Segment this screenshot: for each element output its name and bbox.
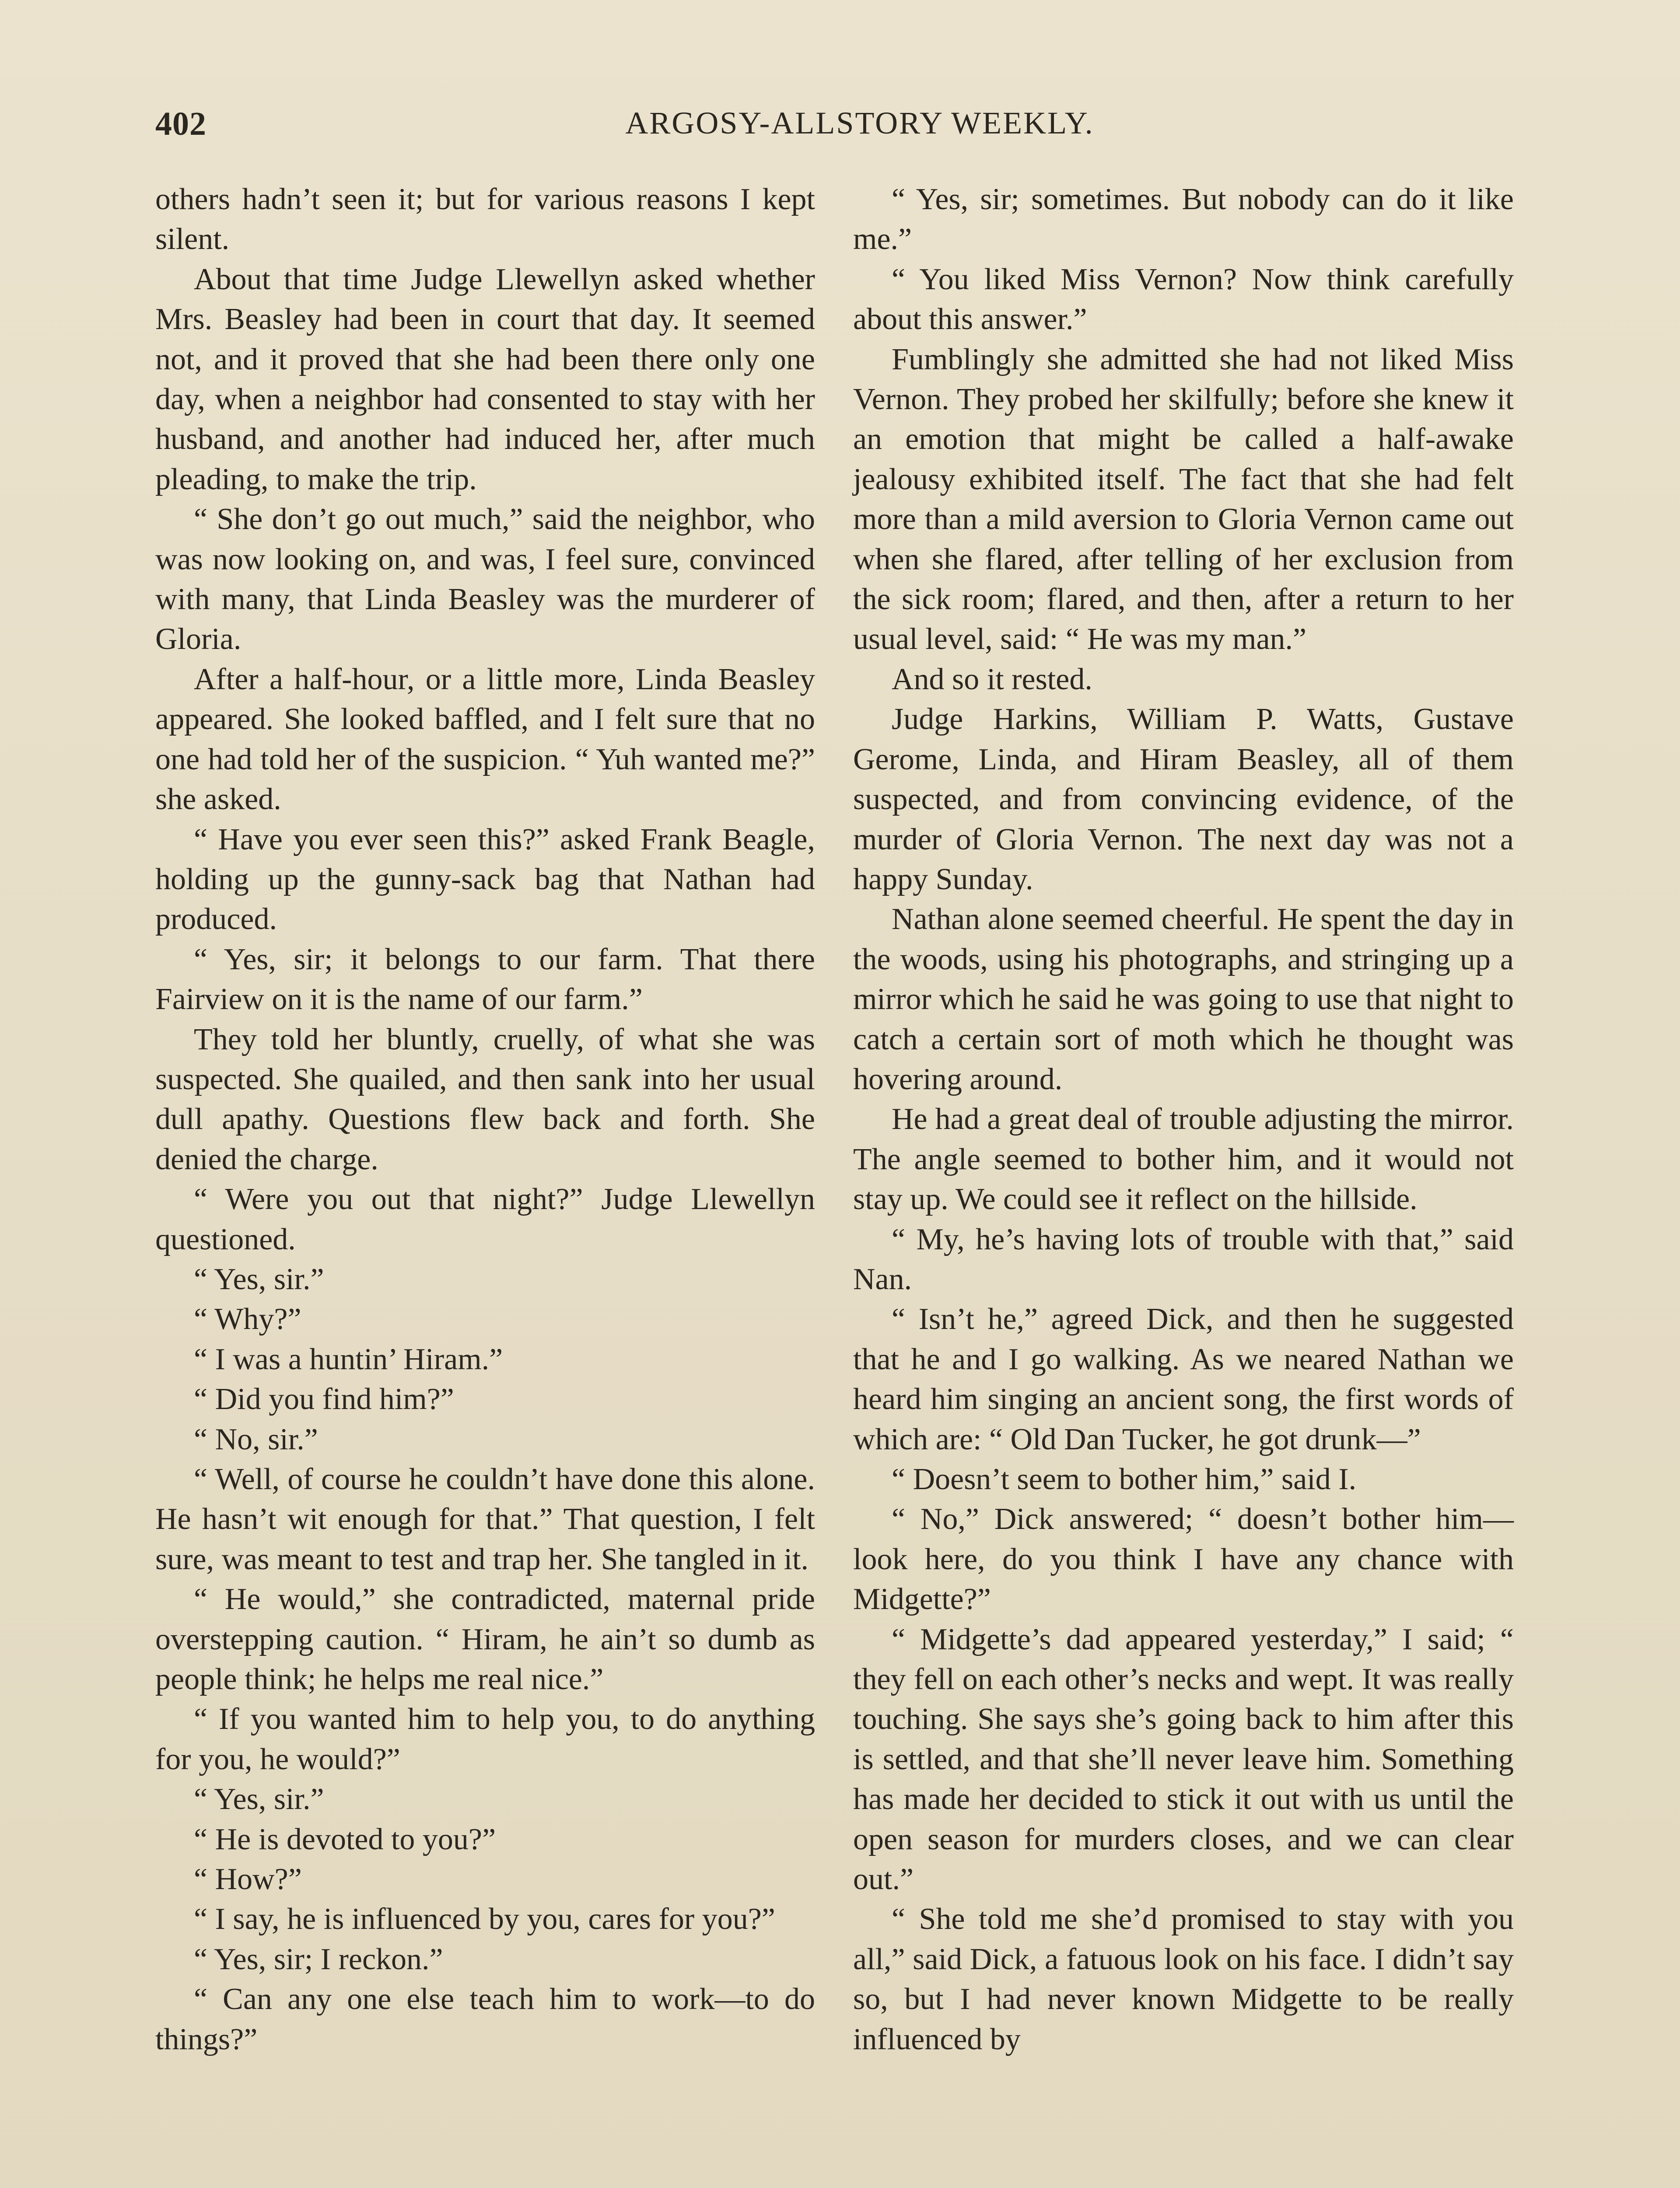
paragraph: “ She told me she’d promised to stay with you all,” said Dick, a fatuous look on his face. I didn’t say so, but I had never known Midgette to be really influenced by bbox=[853, 1902, 1514, 2056]
paragraph: After a half-hour, or a little more, Linda Beasley appeared. She looked baffled, and I felt sure that no one had told her of the suspicion. “ Yuh wanted me?” she asked. bbox=[155, 662, 815, 817]
paragraph: “ Yes, sir.” bbox=[194, 1262, 324, 1296]
paragraph: “ Did you find him?” bbox=[194, 1382, 454, 1417]
paragraph: He had a great deal of trouble adjusting the mirror. The angle seemed to bother him, and it would not stay up. We could see it reflect on the hillside. bbox=[853, 1102, 1514, 1217]
paragraph: “ He would,” she contradicted, maternal pride overstepping caution. “ Hiram, he ain’t so dumb as people think; he helps me real nice.” bbox=[155, 1582, 815, 1697]
paragraph: “ Yes, sir; it belongs to our farm. That there Fairview on it is the name of our farm.” bbox=[155, 942, 815, 1017]
page-number: 402 bbox=[155, 105, 206, 142]
paragraph: “ How?” bbox=[194, 1862, 302, 1897]
paragraph: “ Why?” bbox=[194, 1302, 301, 1336]
page-header bbox=[155, 105, 1512, 153]
paragraph: “ Well, of course he couldn’t have done this alone. He hasn’t wit enough for that.” That question, I felt sure, was meant to test and trap her. She tangled in it. bbox=[155, 1462, 815, 1576]
left-column bbox=[155, 179, 815, 2059]
paragraph: “ No,” Dick answered; “ doesn’t bother him—look here, do you think I have any chance with Midgette?” bbox=[853, 1502, 1514, 1616]
paragraph: Nathan alone seemed cheerful. He spent the day in the woods, using his photographs, and stringing up a mirror which he said he was going to use that night to catch a certain sort of moth which he thought was hovering around. bbox=[853, 902, 1514, 1096]
paragraph: others hadn’t seen it; but for various reasons I kept silent. bbox=[155, 182, 815, 256]
paragraph: “ She don’t go out much,” said the neighbor, who was now looking on, and was, I feel sure, convinced with many, that Linda Beasley was the murderer of Gloria. bbox=[155, 502, 815, 656]
paragraph: “ If you wanted him to help you, to do anything for you, he would?” bbox=[155, 1702, 815, 1776]
paragraph: “ No, sir.” bbox=[194, 1422, 318, 1456]
paragraph: And so it rested. bbox=[892, 662, 1092, 696]
paragraph: “ Were you out that night?” Judge Llewellyn questioned. bbox=[155, 1182, 815, 1256]
paragraph: “ Midgette’s dad appeared yesterday,” I said; “ they fell on each other’s necks and wept. It was really touching. She says she’s going back to him after this is settled, and that she’ll never leave him. Something has made her decided to stick it out with us until the open season for murders closes, and we can clear out.” bbox=[853, 1622, 1514, 1897]
paragraph: “ Doesn’t seem to bother him,” said I. bbox=[892, 1462, 1357, 1496]
paragraph: They told her bluntly, cruelly, of what she was suspected. She quailed, and then sank into her usual dull apathy. Questions flew back and forth. She denied the charge. bbox=[155, 1022, 815, 1176]
paragraph: “ Yes, sir; sometimes. But nobody can do it like me.” bbox=[853, 182, 1514, 256]
paragraph: “ Can any one else teach him to work—to do things?” bbox=[155, 1982, 815, 2056]
paragraph: “ Isn’t he,” agreed Dick, and then he suggested that he and I go walking. As we neared Nathan we heard him singing an ancient song, the first words of which are: “ Old Dan Tucker, he got drunk—” bbox=[853, 1302, 1514, 1456]
paragraph: “ He is devoted to you?” bbox=[194, 1822, 496, 1856]
running-head: ARGOSY-ALLSTORY WEEKLY. bbox=[625, 105, 1094, 140]
paragraph: “ Yes, sir.” bbox=[194, 1782, 324, 1816]
paragraph: About that time Judge Llewellyn asked whether Mrs. Beasley had been in court that day. It seemed not, and it proved that she had been there only one day, when a neighbor had consented to stay with her husband, and another had induced her, after much pleading, to make the trip. bbox=[155, 262, 815, 496]
paragraph: Judge Harkins, William P. Watts, Gustave Gerome, Linda, and Hiram Beasley, all of them suspected, and from convincing evidence, of the murder of Gloria Vernon. The next day was not a happy Sunday. bbox=[853, 702, 1514, 896]
paragraph: “ Have you ever seen this?” asked Frank Beagle, holding up the gunny-sack bag that Nathan had produced. bbox=[155, 822, 815, 936]
right-column bbox=[853, 179, 1514, 2059]
paragraph: “ Yes, sir; I reckon.” bbox=[194, 1942, 443, 1976]
paragraph: “ My, he’s having lots of trouble with that,” said Nan. bbox=[853, 1222, 1514, 1296]
paragraph: “ I say, he is influenced by you, cares for you?” bbox=[194, 1902, 775, 1936]
paragraph: “ You liked Miss Vernon? Now think carefully about this answer.” bbox=[853, 262, 1514, 337]
paragraph: “ I was a huntin’ Hiram.” bbox=[194, 1342, 503, 1376]
paragraph: Fumblingly she admitted she had not liked Miss Vernon. They probed her skilfully; before she knew it an emotion that might be called a half-awake jealousy exhibited itself. The fact that she had felt more than a mild aversion to Gloria Vernon came out when she flared, after telling of her exclusion from the sick room; flared, and then, after a return to her usual level, said: “ He was my man.” bbox=[853, 342, 1514, 656]
